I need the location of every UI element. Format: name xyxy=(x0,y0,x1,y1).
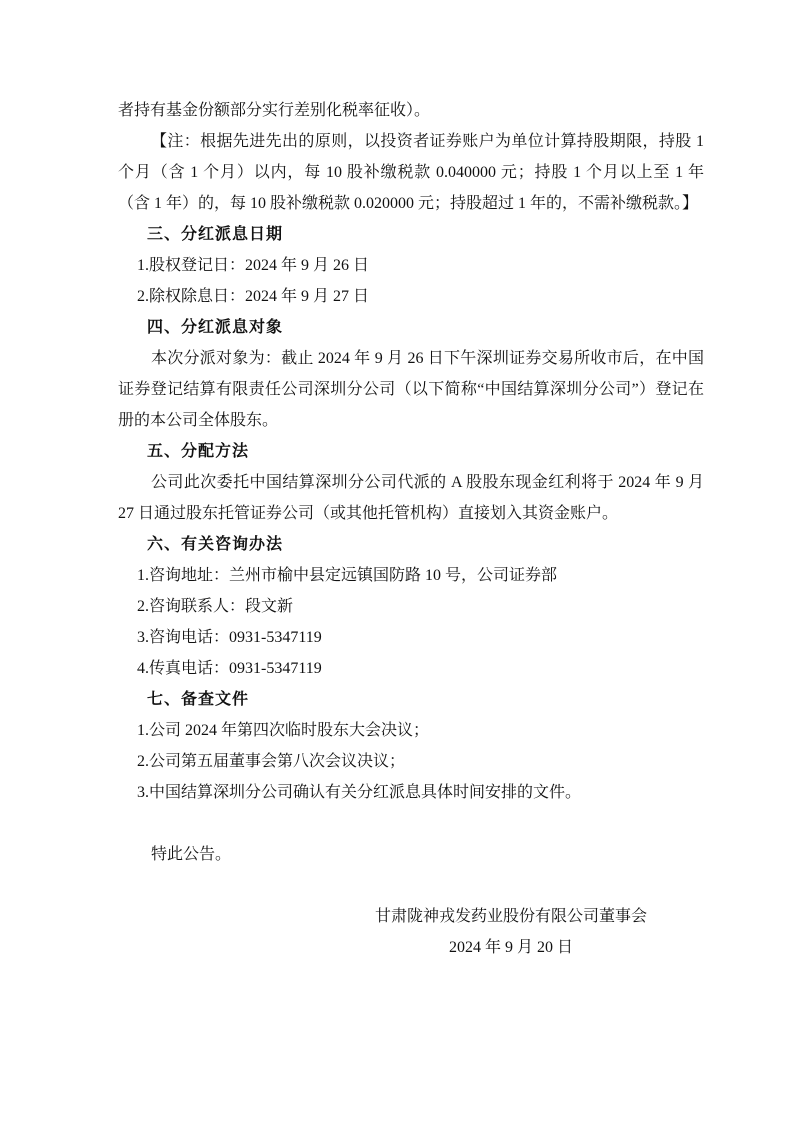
list-item: 4.传真电话：0931-5347119 xyxy=(137,660,322,677)
section-heading: 三、分红派息日期 xyxy=(147,226,284,243)
section-heading: 七、备查文件 xyxy=(147,691,250,708)
list-item: 2.公司第五届董事会第八次会议决议； xyxy=(137,753,406,770)
list-item: 3.咨询电话：0931-5347119 xyxy=(137,629,322,646)
paragraph: 本次分派对象为：截止 2024 年 9 月 26 日下午深圳证券交易所收市后，在中国证券登记结算有限责任公司深圳分公司（以下简称“中国结算深圳分公司”）登记在册的本公司全体股东。 xyxy=(118,350,704,429)
blank-line xyxy=(118,870,704,901)
list-item: 2.咨询联系人：段文新 xyxy=(137,598,294,615)
signature-block xyxy=(118,901,647,963)
document-body xyxy=(118,95,704,901)
signature-date: 2024 年 9 月 20 日 xyxy=(448,939,573,956)
list-item: 3.中国结算深圳分公司确认有关分红派息具体时间安排的文件。 xyxy=(137,784,582,801)
signature-company: 甘肃陇神戎发药业股份有限公司董事会 xyxy=(374,908,647,925)
blank-line xyxy=(118,808,704,839)
list-item: 1.公司 2024 年第四次临时股东大会决议； xyxy=(137,722,430,739)
paragraph: 公司此次委托中国结算深圳分公司代派的 A 股股东现金红利将于 2024 年 9 月 27 日通过股东托管证券公司（或其他托管机构）直接划入其资金账户。 xyxy=(118,474,704,522)
list-item: 2.除权除息日：2024 年 9 月 27 日 xyxy=(137,288,370,305)
paragraph: 【注：根据先进先出的原则，以投资者证券账户为单位计算持股期限，持股 1 个月（含 1 个月）以内，每 10 股补缴税款 0.040000 元；持股 1 个月以上至 1 年（含 1 年）的，每 10 股补缴税款 0.020000 元；持股超过 1 年的，不需补缴税款。】 xyxy=(118,133,704,212)
paragraph-continuation: 者持有基金份额部分实行差别化税率征收）。 xyxy=(118,102,431,119)
section-heading: 六、有关咨询办法 xyxy=(147,536,284,553)
section-heading: 四、分红派息对象 xyxy=(147,319,284,336)
signature-inner xyxy=(375,901,647,963)
list-item: 1.咨询地址：兰州市榆中县定远镇国防路 10 号，公司证券部 xyxy=(137,567,558,584)
list-item: 1.股权登记日：2024 年 9 月 26 日 xyxy=(137,257,370,274)
paragraph: 特此公告。 xyxy=(151,846,232,863)
section-heading: 五、分配方法 xyxy=(147,443,250,460)
